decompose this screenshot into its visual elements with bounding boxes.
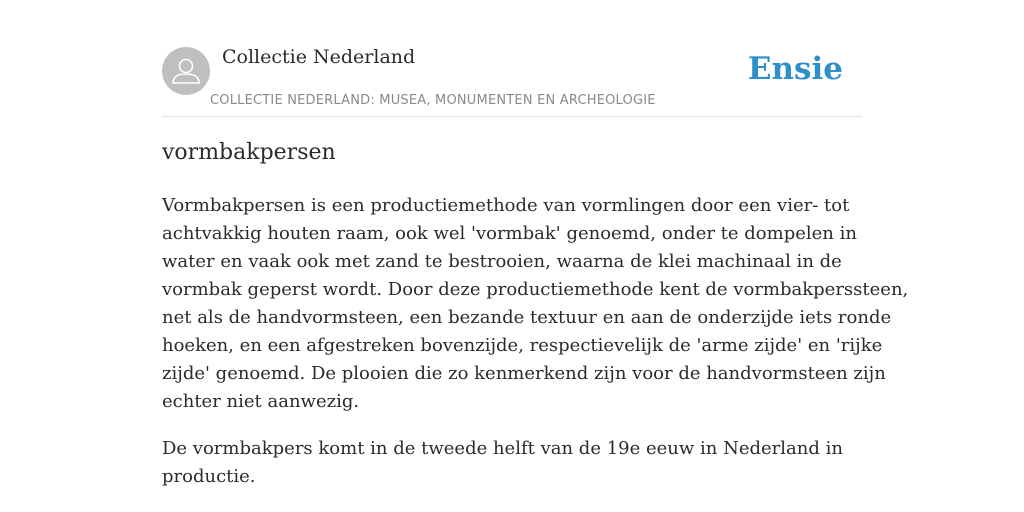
article-paragraph <box>162 435 862 491</box>
text-line: hoeken, en een afgestreken bovenzijde, respectievelijk de 'arme zijde' en 'rijke <box>162 335 883 356</box>
brand-logo[interactable]: Ensie <box>747 51 843 87</box>
text-line: achtvakkig houten raam, ook wel 'vormbak' genoemd, onder te dompelen in <box>162 223 857 244</box>
text-line: net als de handvormsteen, een bezande textuur en aan de onderzijde iets ronde <box>162 307 892 328</box>
article-title: vormbakpersen <box>162 140 336 165</box>
article-paragraph <box>162 192 909 416</box>
text-line: water en vaak ook met zand te bestrooien, waarna de klei machinaal in de <box>162 251 842 272</box>
text-line: De vormbakpers komt in de tweede helft van de 19e eeuw in Nederland in <box>162 438 843 459</box>
source-header <box>162 44 862 117</box>
text-line: Vormbakpersen is een productiemethode van vormlingen door een vier- tot <box>162 195 850 216</box>
text-line: zijde' genoemd. De plooien die zo kenmerkend zijn voor de handvormsteen zijn <box>162 363 886 384</box>
text-line: echter niet aanwezig. <box>162 391 360 412</box>
text-line: vormbak geperst wordt. Door deze productiemethode kent de vormbakperssteen, <box>162 279 909 300</box>
source-subtitle: COLLECTIE NEDERLAND: MUSEA, MONUMENTEN EN ARCHEOLOGIE <box>210 93 656 108</box>
article-body <box>162 192 909 510</box>
source-name-link[interactable]: Collectie Nederland <box>222 46 416 68</box>
user-silhouette-icon[interactable] <box>162 47 210 95</box>
text-line: productie. <box>162 466 256 487</box>
